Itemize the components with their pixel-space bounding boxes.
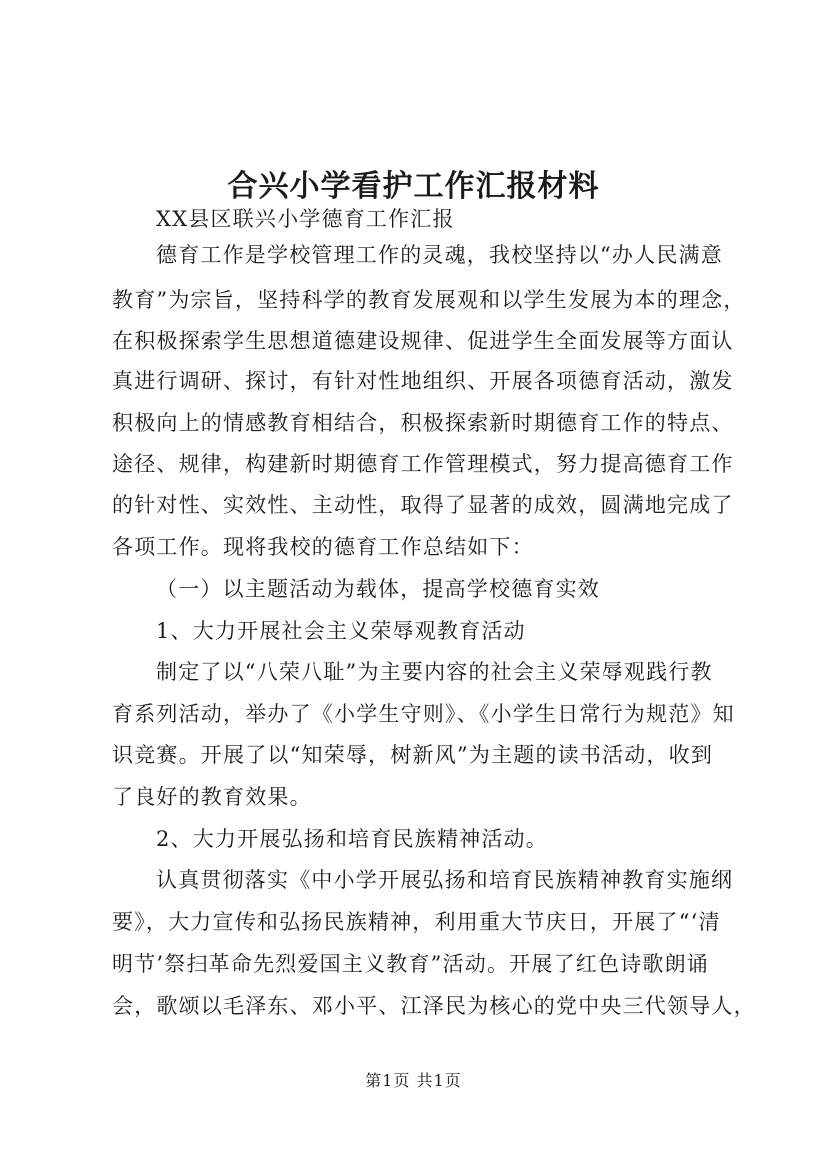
paragraph-line: 制定了以“八荣八耻”为主要内容的社会主义荣辱观践行教 xyxy=(156,660,713,684)
paragraph-line: 途径、规律，构建新时期德育工作管理模式，努力提高德育工作 xyxy=(112,452,734,476)
paragraph-line: 了良好的教育效果。 xyxy=(112,785,312,809)
section-heading: （一）以主题活动为载体，提高学校德育实效 xyxy=(156,577,600,601)
paragraph-line: 育系列活动，举办了《小学生守则》、《小学生日常行为规范》知 xyxy=(112,702,735,726)
paragraph-line: 认真贯彻落实《中小学开展弘扬和培育民族精神教育实施纲 xyxy=(156,868,734,892)
paragraph-line: 会，歌颂以毛泽东、邓小平、江泽民为核心的党中央三代领导人， xyxy=(112,994,756,1018)
subsection-heading: 1、大力开展社会主义荣辱观教育活动 xyxy=(156,619,526,643)
paragraph-line: 明节’祭扫革命先烈爱国主义教育”活动。开展了红色诗歌朗诵 xyxy=(112,952,710,976)
paragraph-line: 教育”为宗旨，坚持科学的教育发展观和以学生发展为本的理念， xyxy=(112,288,746,312)
subsection-heading: 2、大力开展弘扬和培育民族精神活动。 xyxy=(156,827,548,851)
page-footer: 第1页 共1页 xyxy=(365,1071,462,1090)
paragraph-line: 真进行调研、探讨，有针对性地组织、开展各项德育活动，激发 xyxy=(112,369,734,393)
paragraph-line: 德育工作是学校管理工作的灵魂，我校坚持以“办人民满意 xyxy=(156,243,723,267)
paragraph-line: 的针对性、实效性、主动性，取得了显著的成效，圆满地完成了 xyxy=(112,493,734,517)
document-title: 合兴小学看护工作汇报材料 xyxy=(227,169,600,205)
paragraph-line: 在积极探索学生思想道德建设规律、促进学生全面发展等方面认 xyxy=(112,329,734,353)
paragraph-line: 积极向上的情感教育相结合，积极探索新时期德育工作的特点、 xyxy=(112,411,734,435)
paragraph-line: 识竞赛。开展了以“知荣辱，树新风”为主题的读书活动，收到 xyxy=(112,743,714,767)
paragraph-line: XX县区联兴小学德育工作汇报 xyxy=(156,207,455,231)
paragraph-line: 要》，大力宣传和弘扬民族精神，利用重大节庆日，开展了“‘清 xyxy=(112,910,721,934)
paragraph-line: 各项工作。现将我校的德育工作总结如下： xyxy=(112,535,534,559)
